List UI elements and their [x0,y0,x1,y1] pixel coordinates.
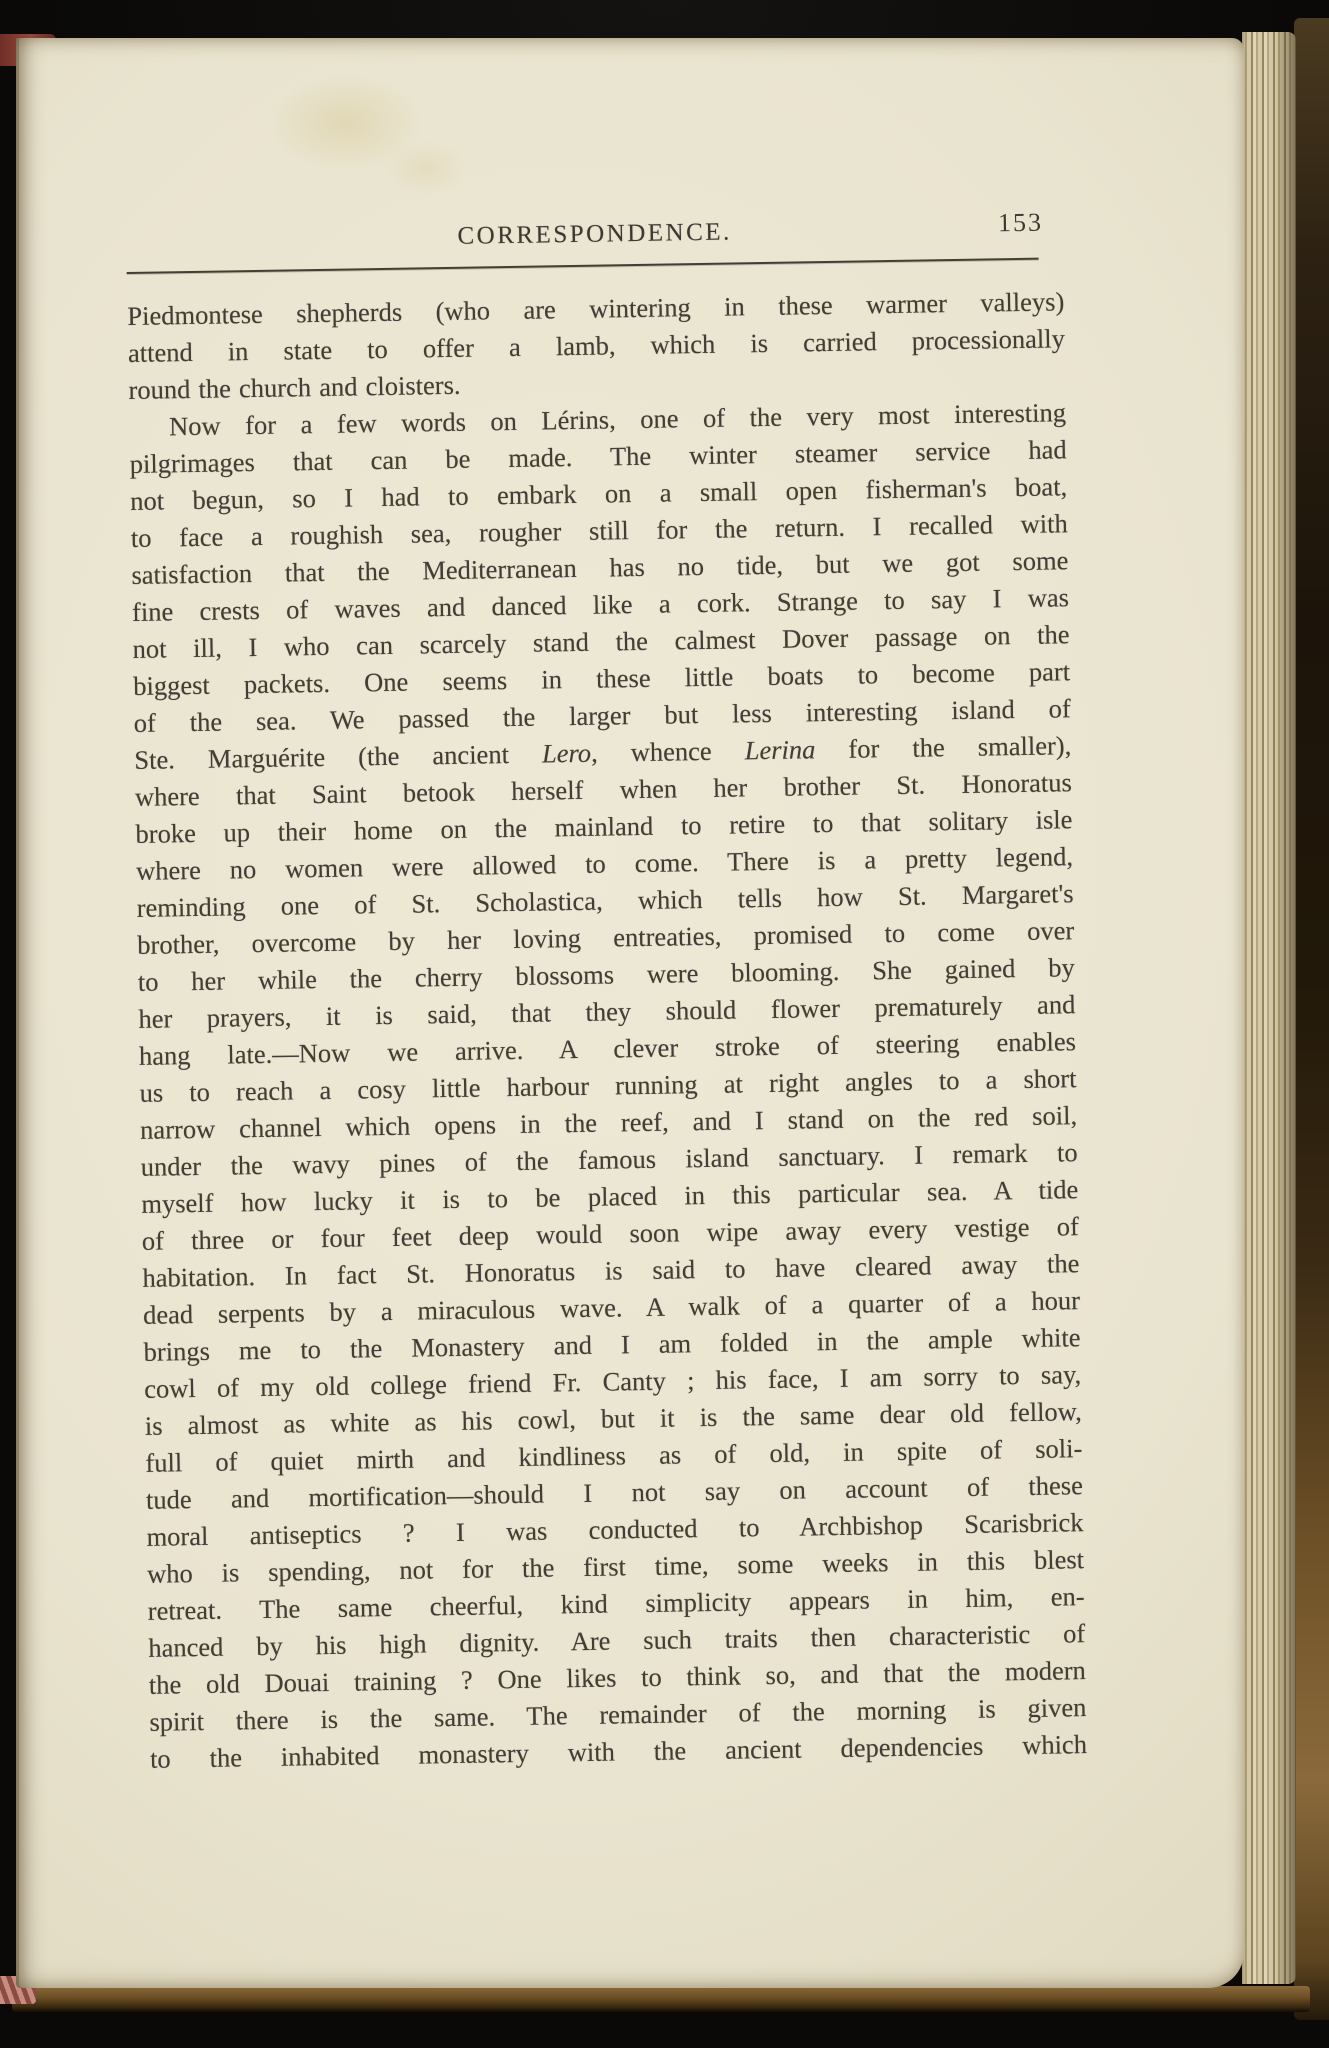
running-head-title: CORRESPONDENCE. [457,218,733,250]
header-rule [127,258,1039,274]
text-line: cowl of my old college friend Fr. Canty ; his face, I am sorry to say, [144,1359,1082,1404]
running-head [126,207,1063,262]
text-line: us to reach a cosy little harbour running at right angles to a short [139,1063,1077,1108]
page-number: 153 [997,207,1044,238]
text-line: moral antiseptics ? I was conducted to Archbishop Scarisbrick [146,1507,1084,1552]
text-line: dead serpents by a miraculous wave. A walk of a quarter of a hour [142,1285,1081,1330]
text-line: who is spending, not for the first time, some weeks in this blest [146,1544,1085,1589]
text-line: where no women were allowed to come. There is a pretty legend, [135,841,1074,886]
text-line: attend in state to offer a lamb, which is carried processionally [127,323,1066,368]
text-line: tude and mortification—should I not say on account of these [145,1470,1084,1515]
text-line: Now for a few words on Lérins, one of the very most interesting [168,397,1067,442]
book-page [16,38,1244,1988]
text-line: of three or four feet deep would soon wipe away every vestige of [141,1211,1080,1256]
text-line: biggest packets. One seems in these little boats to become part [132,656,1071,701]
text-line: where that Saint betook herself when her brother St. Honoratus [134,767,1073,812]
text-line: full of quiet mirth and kindliness as of old, in spite of soli- [145,1433,1083,1478]
text-line: fine crests of waves and danced like a cork. Strange to say I was [131,582,1070,627]
text-line: Ste. Marguérite (the ancient Lero, whence Lerina for the smaller), [134,730,1072,775]
text-line: myself how lucky it is to be placed in this particular sea. A tide [141,1174,1079,1219]
text-line: not ill, I who can scarcely stand the calmest Dover passage on the [132,619,1070,664]
text-line: to the inhabited monastery with the ancient dependencies which [149,1729,1088,1774]
text-line: broke up their home on the mainland to retire to that solitary isle [135,804,1073,849]
text-line: brings me to the Monastery and I am folded in the ample white [143,1322,1081,1367]
text-line: hanced by his high dignity. Are such traits then characteristic of [148,1618,1086,1663]
text-line: hang late.—Now we arrive. A clever stroke of steering enables [138,1026,1077,1071]
text-line: satisfaction that the Mediterranean has no tide, but we got some [131,545,1069,590]
text-line: Piedmontese shepherds (who are wintering in these warmer valleys) [127,286,1065,331]
book-cover-bottom-edge [12,1986,1310,2012]
text-line: under the wavy pines of the famous island sanctuary. I remark to [140,1137,1078,1182]
text-line: spirit there is the same. The remainder of the morning is given [149,1692,1087,1737]
text-line: of the sea. We passed the larger but less interesting island of [133,693,1071,738]
text-line: habitation. In fact St. Honoratus is said to have cleared away the [142,1248,1080,1293]
text-block [127,283,1087,1778]
text-line: not begun, so I had to embark on a small open fisherman's boat, [130,471,1068,516]
text-line: retreat. The same cheerful, kind simplicity appears in him, en- [147,1581,1085,1626]
text-line: reminding one of St. Scholastica, which tells how St. Margaret's [136,878,1074,923]
text-line: narrow channel which opens in the reef, and I stand on the red soil, [139,1100,1078,1145]
text-line: round the church and cloisters. [128,369,461,405]
text-line: pilgrimages that can be made. The winter steamer service had [129,434,1067,479]
text-line: to her while the cherry blossoms were blooming. She gained by [137,952,1075,997]
text-line: is almost as white as his cowl, but it is the same dear old fellow, [144,1396,1082,1441]
book-cover-right-edge [1294,18,1329,2020]
text-line: her prayers, it is said, that they should flower prematurely and [138,989,1076,1034]
stacked-page-fore-edges [1242,32,1296,1984]
text-line: to face a roughish sea, rougher still for the return. I recalled with [130,508,1068,553]
page-content [126,207,1088,1778]
text-line: brother, overcome by her loving entreaties, promised to come over [137,915,1075,960]
text-line: the old Douai training ? One likes to think so, and that the modern [148,1655,1087,1700]
